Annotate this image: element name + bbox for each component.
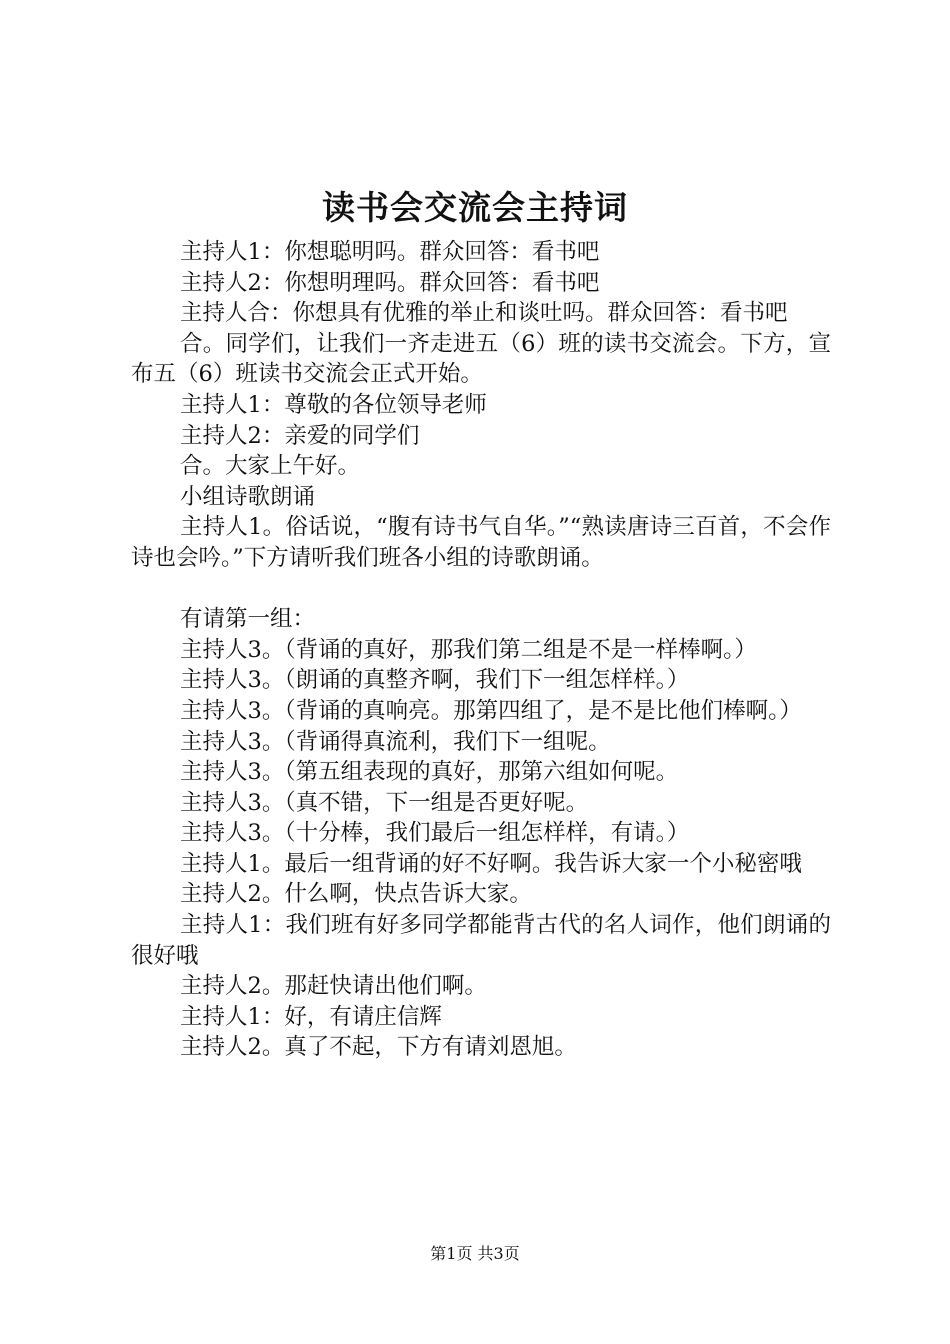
- paragraph: 主持人2。什么啊，快点告诉大家。: [180, 881, 532, 908]
- paragraph: 主持人3。（十分棒，我们最后一组怎样样，有请。）: [180, 820, 690, 847]
- paragraph: 主持人1：你想聪明吗。群众回答：看书吧: [180, 239, 600, 265]
- document-body: [131, 237, 831, 1063]
- paragraph: 主持人1：好，有请庄信辉: [180, 1003, 442, 1030]
- paragraph: 小组诗歌朗诵: [180, 483, 316, 510]
- paragraph: 有请第一组：: [180, 606, 316, 633]
- paragraph: 主持人1。最后一组背诵的好不好啊。我告诉大家一个小秘密哦: [180, 850, 802, 877]
- paragraph: 主持人3。（背诵得真流利，我们下一组呢。: [180, 728, 611, 755]
- paragraph: 合。大家上午好。: [180, 453, 361, 480]
- paragraph: 主持人2。真了不起，下方有请刘恩旭。: [180, 1034, 577, 1061]
- page-footer: 第1页 共3页: [430, 1244, 520, 1263]
- paragraph: 主持人1：我们班有好多同学都能背古代的名人词作，他们朗诵的很好哦: [131, 912, 831, 969]
- paragraph: 合。同学们，让我们一齐走进五（6）班的读书交流会。下方，宣布五（6）班读书交流会正式开始。: [131, 330, 831, 388]
- paragraph: 主持人3。（背诵的真响亮。那第四组了，是不是比他们棒啊。）: [180, 697, 802, 724]
- paragraph: 主持人2。那赶快请出他们啊。: [180, 973, 487, 1000]
- paragraph: 主持人3。（朗诵的真整齐啊，我们下一组怎样样。）: [180, 667, 690, 694]
- paragraph: 主持人1：尊敬的各位领导老师: [180, 391, 487, 418]
- document-title: 读书会交流会主持词: [322, 188, 628, 227]
- paragraph: 主持人合：你想具有优雅的举止和谈吐吗。群众回答：看书吧: [180, 300, 788, 327]
- paragraph: 主持人2：你想明理吗。群众回答：看书吧: [180, 269, 600, 296]
- paragraph: 主持人3。（背诵的真好，那我们第二组是不是一样棒啊。）: [180, 636, 757, 663]
- paragraph: 主持人3。（真不错，下一组是否更好呢。: [180, 789, 589, 816]
- paragraph: 主持人1。俗话说，“腹有诗书气自华。”“熟读唐诗三百首，不会作诗也会吟。”下方请听我们班各小组的诗歌朗诵。: [131, 514, 831, 571]
- paragraph: 主持人2：亲爱的同学们: [180, 422, 420, 449]
- paragraph: 主持人3。（第五组表现的真好，那第六组如何呢。: [180, 759, 679, 786]
